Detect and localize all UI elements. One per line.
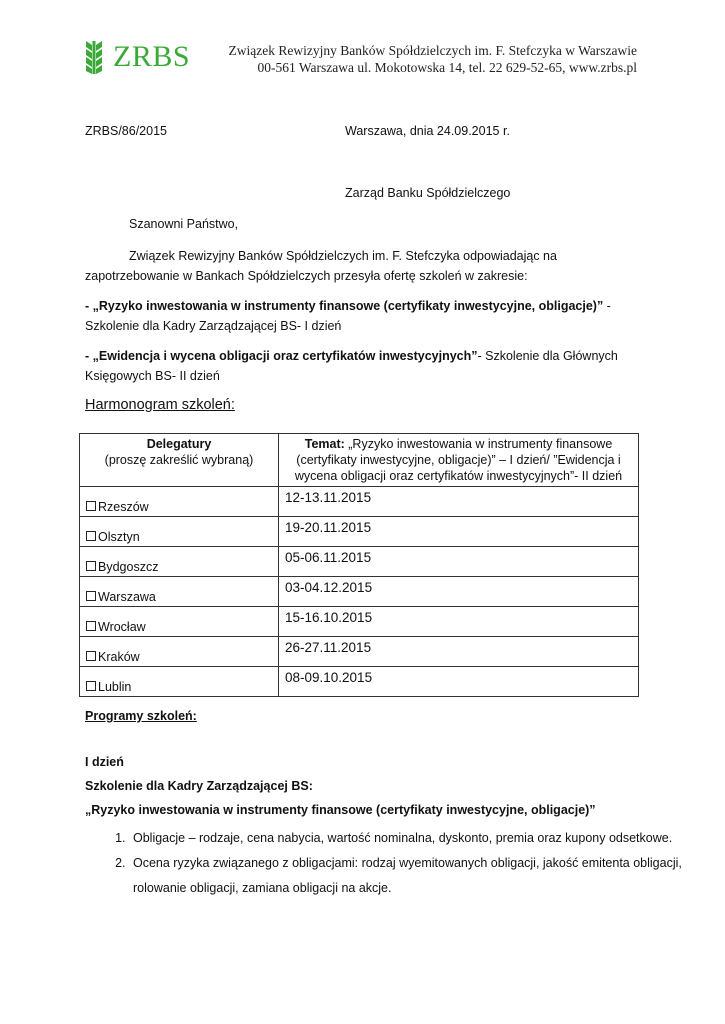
table-row (80, 637, 639, 667)
training-dates: 03-04.12.2015 (279, 577, 639, 607)
table-row (80, 517, 639, 547)
checkbox-icon[interactable] (86, 501, 96, 511)
org-name: Związek Rewizyjny Banków Spółdzielczych im. F. Stefczyka w Warszawie (228, 43, 637, 58)
delegation-option[interactable] (80, 637, 279, 667)
offer-item-2 (85, 346, 645, 386)
org-address: 00-561 Warszawa ul. Mokotowska 14, tel. 22 629-52-65, www.zrbs.pl (257, 60, 637, 75)
recipient: Zarząd Banku Spółdzielczego (345, 186, 511, 200)
logo-text: ZRBS (113, 40, 191, 73)
city-label: Rzeszów (98, 500, 149, 514)
org-header (229, 42, 637, 76)
program-audience-text: Szkolenie dla Kadry Zarządzającej BS: (85, 779, 313, 793)
checkbox-icon[interactable] (86, 681, 96, 691)
checkbox-icon[interactable] (86, 651, 96, 661)
col-topic-label: Temat: (304, 437, 345, 451)
city-label: Kraków (98, 650, 140, 664)
training-dates: 26-27.11.2015 (279, 637, 639, 667)
training-dates: 12-13.11.2015 (279, 487, 639, 517)
col-delegations-title: Delegatury (146, 437, 212, 451)
city-label: Bydgoszcz (98, 560, 159, 574)
col-topic-header (279, 434, 639, 487)
list-item: 1. Obligacje – rodzaje, cena nabycia, wartość nominalna, dyskonto, premia oraz kupony odsetkowe. (129, 826, 689, 851)
schedule-heading-text: Harmonogram szkoleń: (85, 397, 235, 413)
wheat-icon (83, 39, 105, 75)
program-day (85, 755, 124, 769)
table-row (80, 577, 639, 607)
zrbs-logo (83, 38, 190, 76)
city-label: Olsztyn (98, 530, 140, 544)
offer-item-1 (85, 296, 645, 336)
program-audience (85, 779, 313, 793)
delegation-option[interactable] (80, 517, 279, 547)
intro-paragraph: Związek Rewizyjny Banków Spółdzielczych im. F. Stefczyka odpowiadając na zapotrzebowanie w Bankach Spółdzielczych przesyła ofertę szkoleń w zakresie: (85, 249, 557, 283)
delegation-option[interactable] (80, 667, 279, 697)
program-title-text: „Ryzyko inwestowania w instrumenty finansowe (certyfikaty inwestycyjne, obligacje)” (85, 803, 596, 817)
city-label: Warszawa (98, 590, 156, 604)
schedule-table (79, 433, 639, 697)
delegation-option[interactable] (80, 607, 279, 637)
reference-number: ZRBS/86/2015 (85, 124, 167, 138)
programs-heading (85, 709, 197, 723)
program-title (85, 803, 596, 817)
col-delegations-header (80, 434, 279, 487)
checkbox-icon[interactable] (86, 561, 96, 571)
programs-heading-text: Programy szkoleń: (85, 709, 197, 723)
training-dates: 05-06.11.2015 (279, 547, 639, 577)
city-label: Lublin (98, 680, 132, 694)
training-dates: 19-20.11.2015 (279, 517, 639, 547)
checkbox-icon[interactable] (86, 621, 96, 631)
checkbox-icon[interactable] (86, 531, 96, 541)
table-row (80, 607, 639, 637)
offer-2-title: - „Ewidencja i wycena obligacji oraz certyfikatów inwestycyjnych” (85, 349, 478, 363)
list-item: 2. Ocena ryzyka związanego z obligacjami: rodzaj wyemitowanych obligacji, jakość emitenta obligacji, rolowanie obligacji, zamiana obligacji na akcje. (129, 851, 689, 901)
table-row (80, 487, 639, 517)
delegation-option[interactable] (80, 547, 279, 577)
salutation: Szanowni Państwo, (129, 217, 239, 231)
col-delegations-note: (proszę zakreślić wybraną) (104, 453, 254, 467)
offer-1-title: - „Ryzyko inwestowania w instrumenty finansowe (certyfikaty inwestycyjne, obligacje)” (85, 299, 604, 313)
program-topics-list (85, 826, 689, 901)
training-dates: 15-16.10.2015 (279, 607, 639, 637)
table-header-row (80, 434, 639, 487)
delegation-option[interactable] (80, 487, 279, 517)
checkbox-icon[interactable] (86, 591, 96, 601)
city-label: Wrocław (98, 620, 146, 634)
letter-date: Warszawa, dnia 24.09.2015 r. (345, 124, 510, 138)
col-topic-text: „Ryzyko inwestowania w instrumenty finansowe (certyfikaty inwestycyjne, obligacje)” – I dzień/ ”Ewidencja i wycena obligacji oraz certyfikatów inwestycyjnych”- II dzień (294, 437, 623, 483)
table-row (80, 667, 639, 697)
program-day-text: I dzień (85, 755, 124, 769)
offer-2-desc: - Szkolenie dla Głównych Księgowych BS- II dzień (85, 349, 618, 383)
delegation-option[interactable] (80, 577, 279, 607)
table-row (80, 547, 639, 577)
schedule-heading (85, 397, 235, 413)
training-dates: 08-09.10.2015 (279, 667, 639, 697)
offer-1-desc: - Szkolenie dla Kadry Zarządzającej BS- I dzień (85, 299, 611, 333)
